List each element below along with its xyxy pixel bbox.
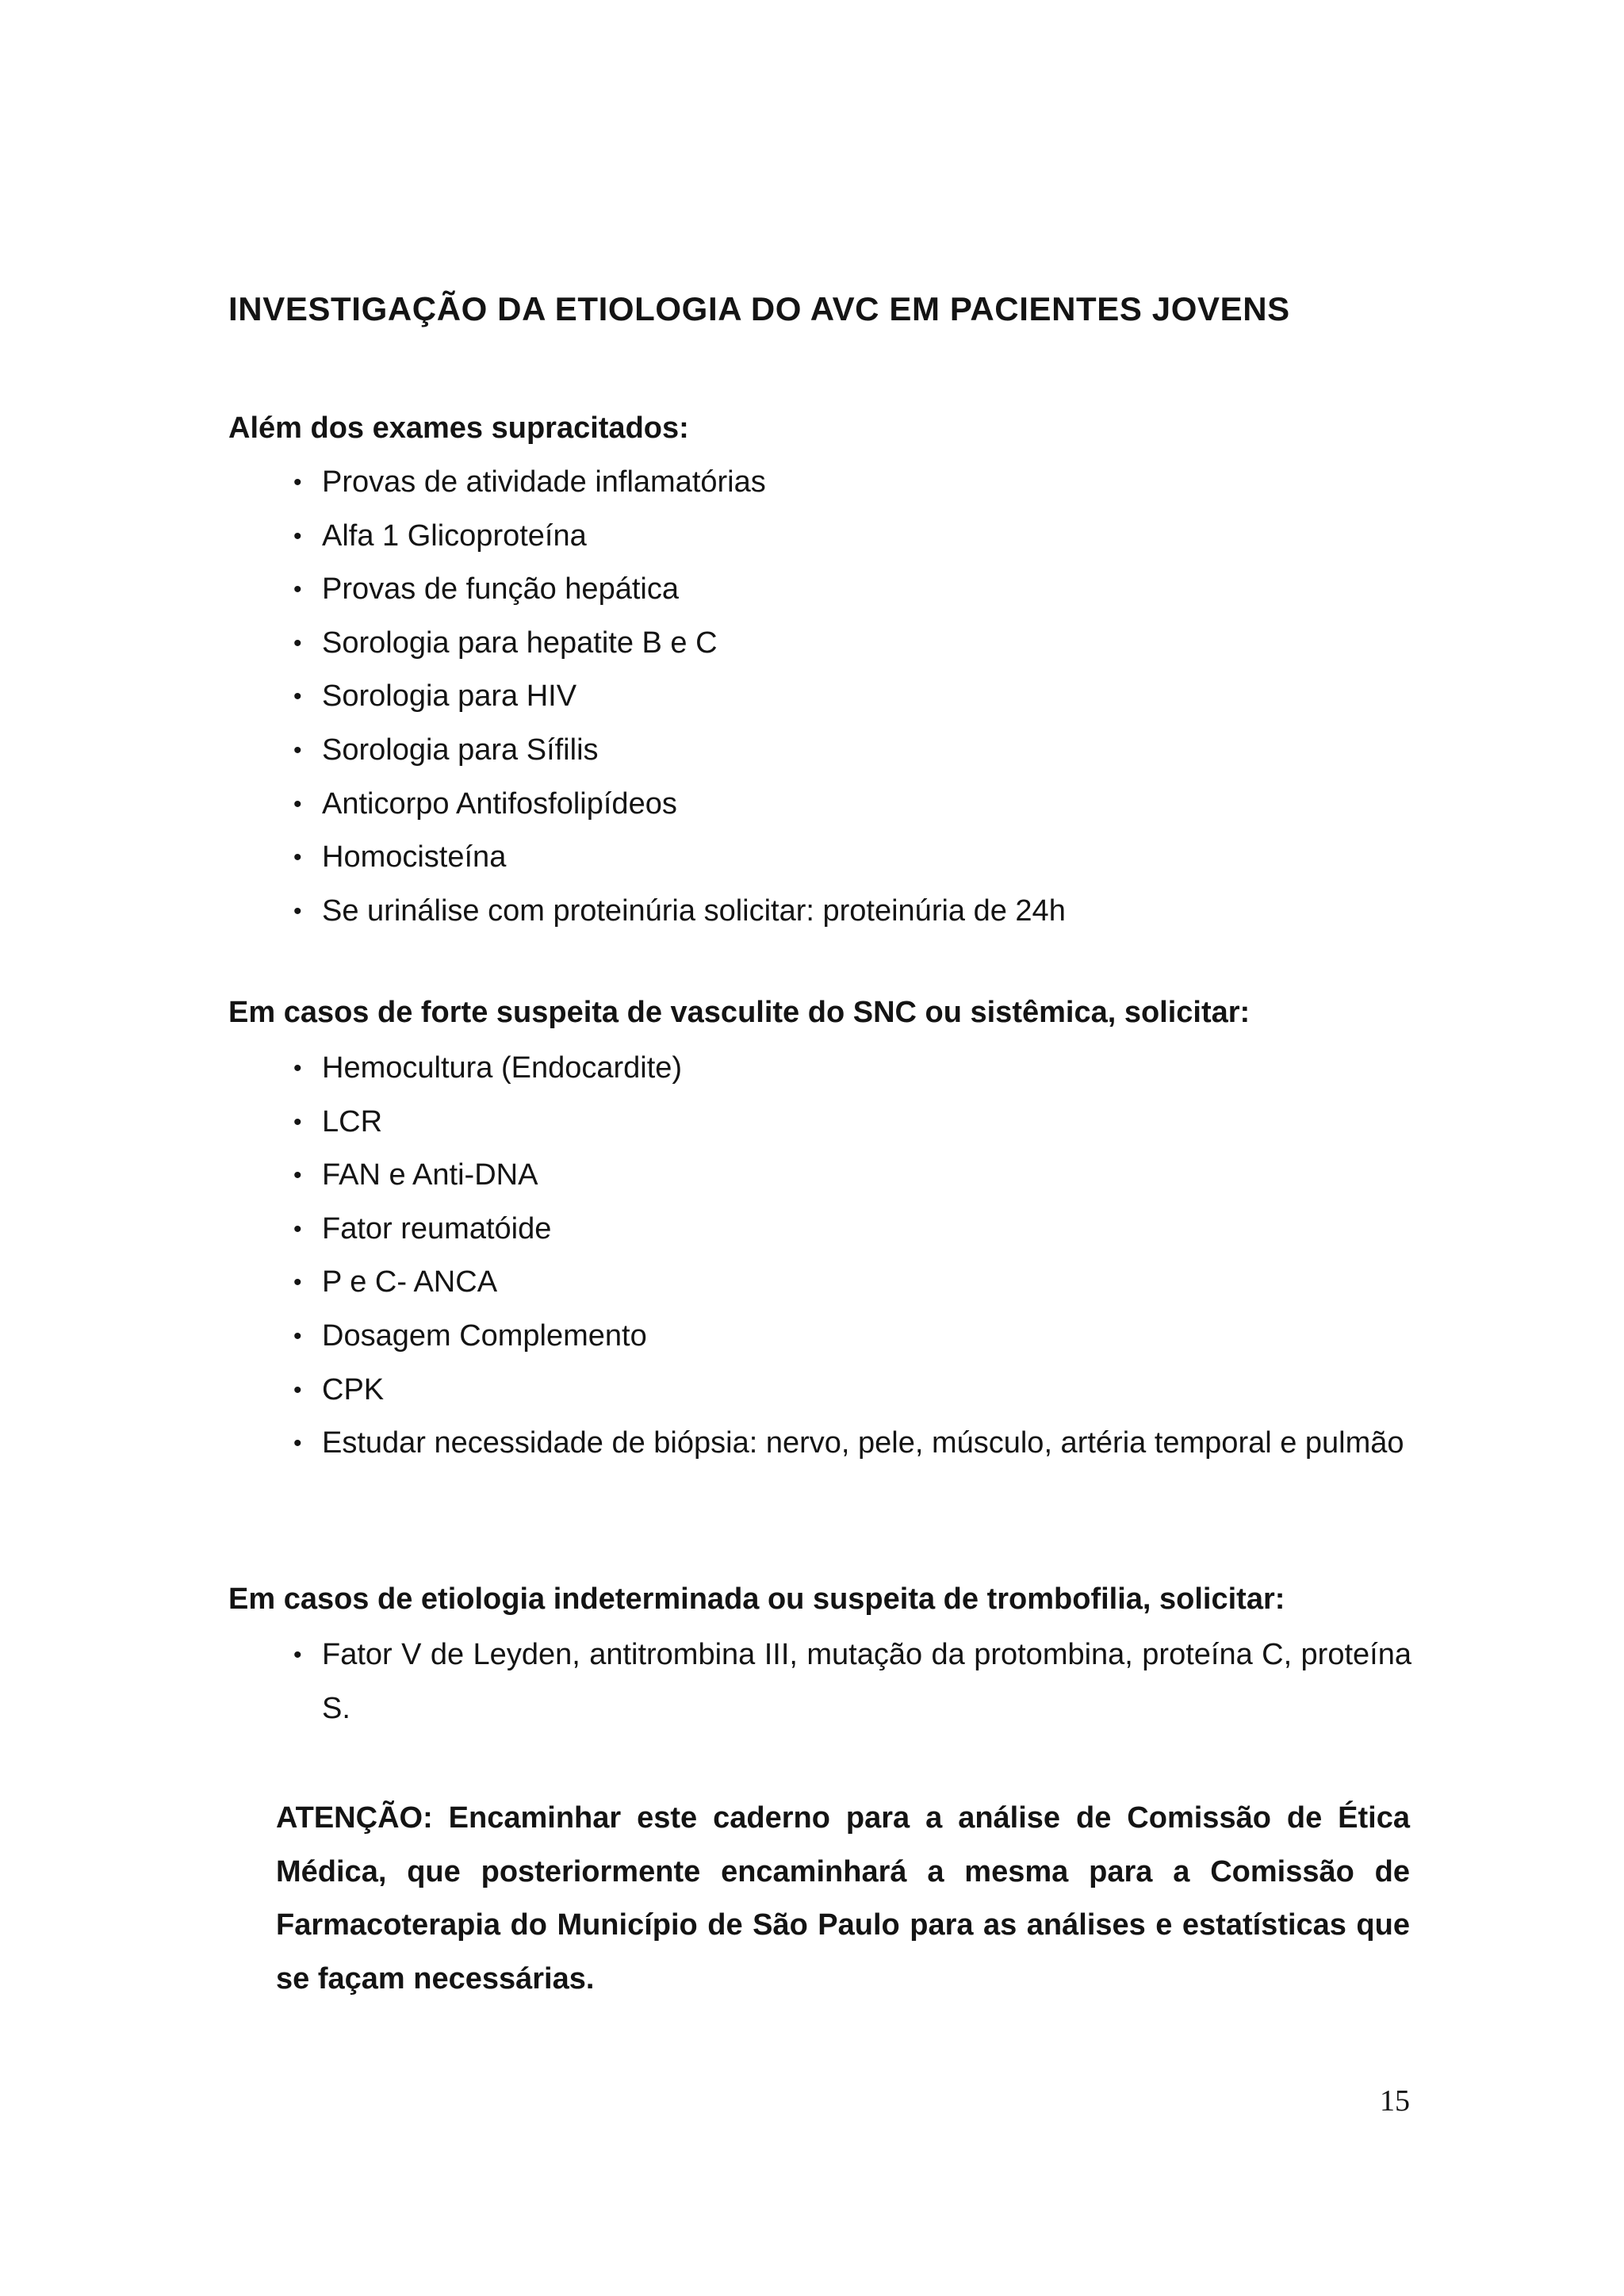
list-item-text: LCR <box>322 1104 383 1138</box>
list-item <box>293 1149 1411 1203</box>
thrombophilia-list <box>293 1628 1411 1735</box>
list-item <box>293 1628 1411 1735</box>
list-item-text: Sorologia para Sífilis <box>322 733 599 767</box>
document-title: INVESTIGAÇÃO DA ETIOLOGIA DO AVC EM PACIENTES JOVENS <box>228 290 1290 327</box>
bullet-icon: • <box>293 683 302 710</box>
list-item <box>293 1417 1411 1471</box>
list-item <box>293 831 1411 885</box>
list-item <box>293 1310 1411 1364</box>
bullet-icon: • <box>293 1269 302 1296</box>
bullet-icon: • <box>293 1162 302 1189</box>
list-item-text: Alfa 1 Glicoproteína <box>322 519 587 553</box>
list-item-text: Fator V de Leyden, antitrombina III, mutação da protombina, proteína C, proteína S. <box>322 1638 1411 1725</box>
list-item-text: Dosagem Complemento <box>322 1318 647 1353</box>
list-item <box>293 885 1411 939</box>
list-item-text: Anticorpo Antifosfolipídeos <box>322 786 677 821</box>
bullet-icon: • <box>293 1376 302 1403</box>
bullet-icon: • <box>293 629 302 656</box>
page-number: 15 <box>1380 2084 1410 2118</box>
list-item-text: Fator reumatóide <box>322 1211 552 1246</box>
list-item <box>293 724 1411 778</box>
bullet-icon: • <box>293 576 302 603</box>
list-item <box>293 563 1411 617</box>
list-item-text: Provas de função hepática <box>322 572 679 607</box>
list-item-text: Hemocultura (Endocardite) <box>322 1051 683 1085</box>
section-heading-vasculitis: Em casos de forte suspeita de vasculite do SNC ou sistêmica, solicitar: <box>228 996 1251 1029</box>
list-item <box>293 1042 1411 1096</box>
list-item <box>293 617 1411 671</box>
list-item <box>293 778 1411 832</box>
bullet-icon: • <box>293 844 302 871</box>
list-item-text: Homocisteína <box>322 840 507 874</box>
list-item <box>293 1364 1411 1418</box>
list-item-text: Se urinálise com proteinúria solicitar: proteinúria de 24h <box>322 894 1066 928</box>
section-heading-exams: Além dos exames supracitados: <box>228 411 689 445</box>
list-item-text: P e C- ANCA <box>322 1265 498 1299</box>
section-heading-thrombophilia: Em casos de etiologia indeterminada ou suspeita de trombofilia, solicitar: <box>228 1582 1285 1616</box>
list-item <box>293 1203 1411 1257</box>
exam-list <box>293 456 1411 938</box>
bullet-icon: • <box>293 1108 302 1135</box>
bullet-icon: • <box>293 1322 302 1349</box>
bullet-icon: • <box>293 1430 302 1457</box>
attention-note: ATENÇÃO: Encaminhar este caderno para a análise de Comissão de Ética Médica, que posteriormente encaminhará a mesma para a Comissão de Farmacoterapia do Município de São Paulo para as análises e estatísticas que se façam necessárias. <box>276 1801 1410 1996</box>
bullet-icon: • <box>293 1055 302 1081</box>
list-item <box>293 510 1411 564</box>
bullet-icon: • <box>293 469 302 496</box>
bullet-icon: • <box>293 737 302 763</box>
list-item-text: Sorologia para HIV <box>322 679 577 714</box>
bullet-icon: • <box>293 790 302 817</box>
list-item-text: CPK <box>322 1372 385 1406</box>
bullet-icon: • <box>293 1642 302 1668</box>
list-item <box>293 1256 1411 1310</box>
list-item-text: Estudar necessidade de biópsia: nervo, pele, músculo, artéria temporal e pulmão <box>322 1426 1404 1460</box>
bullet-icon: • <box>293 522 302 549</box>
list-item-text: FAN e Anti-DNA <box>322 1158 538 1192</box>
bullet-icon: • <box>293 897 302 924</box>
list-item <box>293 670 1411 724</box>
list-item <box>293 456 1411 510</box>
list-item-text: Provas de atividade inflamatórias <box>322 465 766 499</box>
bullet-icon: • <box>293 1215 302 1242</box>
list-item-text: Sorologia para hepatite B e C <box>322 626 718 660</box>
list-item <box>293 1096 1411 1150</box>
vasculitis-list <box>293 1042 1411 1471</box>
